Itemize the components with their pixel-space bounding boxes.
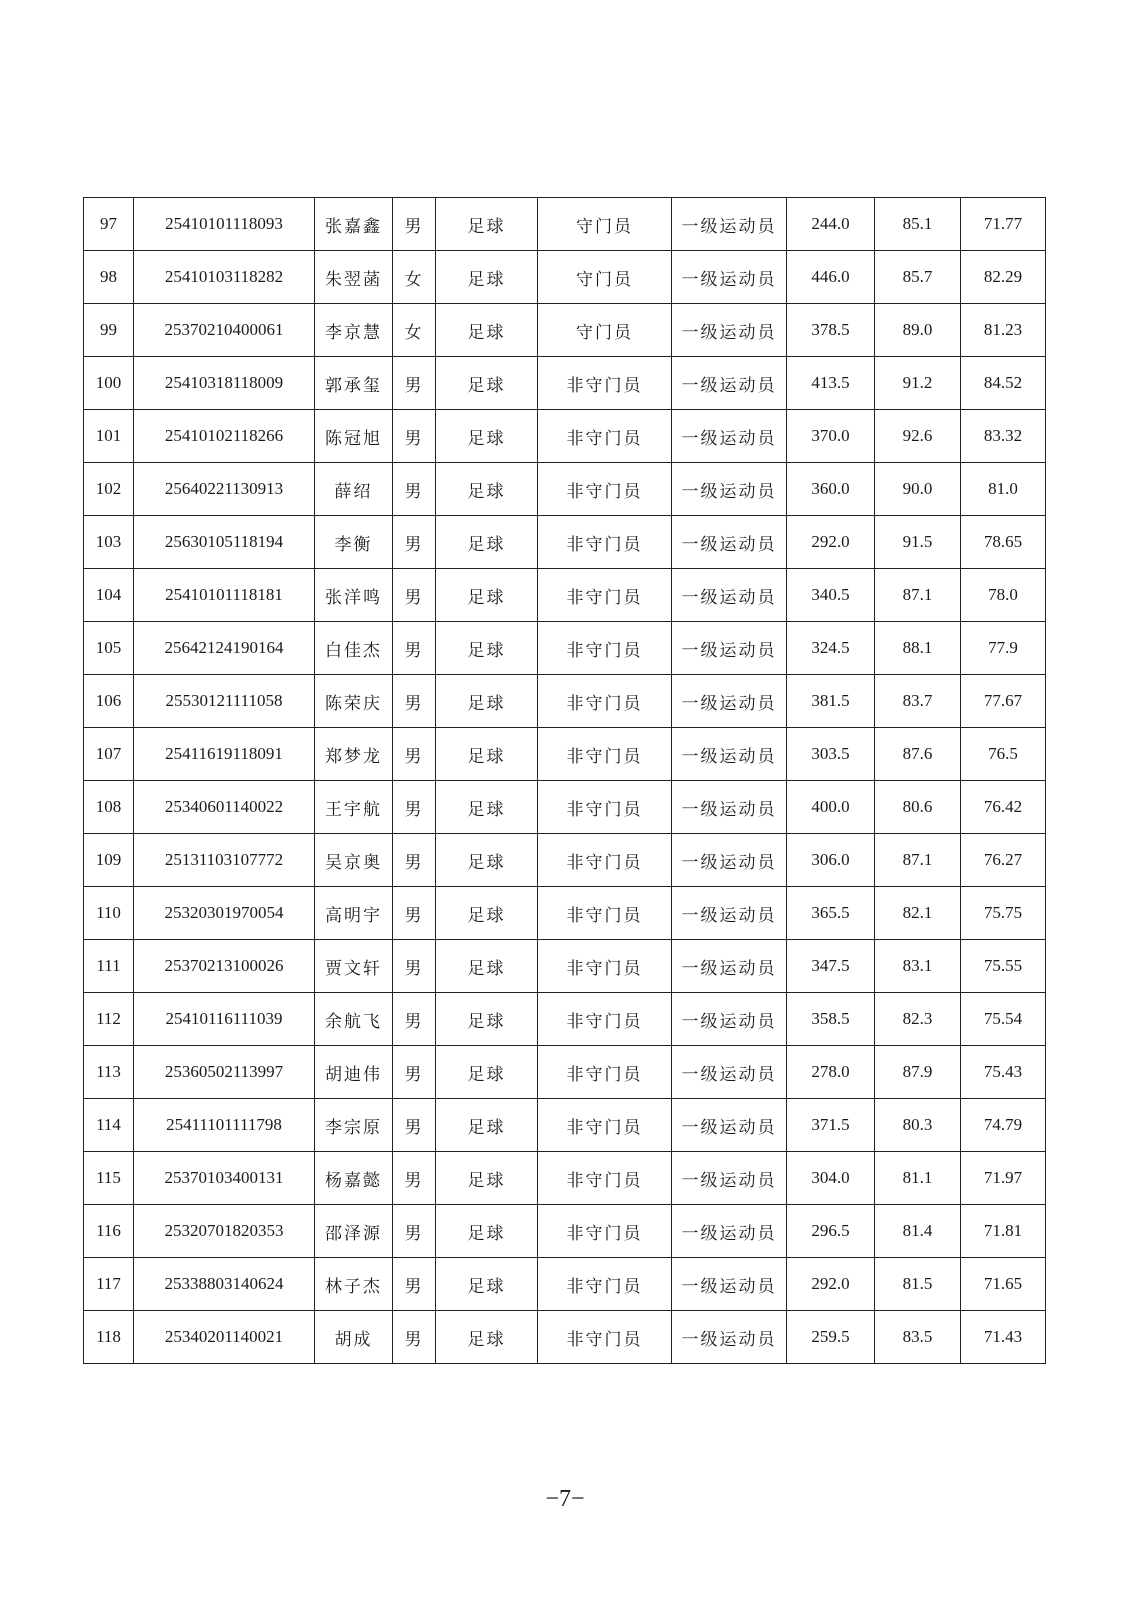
position-cell: 非守门员 (538, 1311, 672, 1364)
table-row (84, 357, 1046, 410)
score-a-cell: 446.0 (787, 251, 875, 304)
score-b-cell: 87.1 (875, 569, 961, 622)
athlete-level-cell: 一级运动员 (672, 675, 787, 728)
seq-number-cell: 100 (84, 357, 134, 410)
score-a-cell: 347.5 (787, 940, 875, 993)
seq-number-cell: 114 (84, 1099, 134, 1152)
table-row (84, 1099, 1046, 1152)
name-cell: 陈冠旭 (315, 410, 393, 463)
athlete-level-cell: 一级运动员 (672, 251, 787, 304)
score-b-cell: 81.1 (875, 1152, 961, 1205)
table-row (84, 1258, 1046, 1311)
exam-id-cell: 25640221130913 (134, 463, 315, 516)
exam-id-cell: 25340201140021 (134, 1311, 315, 1364)
table-row (84, 1205, 1046, 1258)
athlete-level-cell: 一级运动员 (672, 1046, 787, 1099)
sport-cell: 足球 (436, 357, 538, 410)
score-a-cell: 365.5 (787, 887, 875, 940)
gender-cell: 男 (393, 569, 436, 622)
score-b-cell: 80.6 (875, 781, 961, 834)
sport-cell: 足球 (436, 516, 538, 569)
sport-cell: 足球 (436, 887, 538, 940)
sport-cell: 足球 (436, 1205, 538, 1258)
total-score-cell: 71.81 (961, 1205, 1046, 1258)
table-row (84, 887, 1046, 940)
sport-cell: 足球 (436, 940, 538, 993)
table-row (84, 516, 1046, 569)
score-a-cell: 381.5 (787, 675, 875, 728)
table-row (84, 781, 1046, 834)
score-b-cell: 91.5 (875, 516, 961, 569)
gender-cell: 男 (393, 1046, 436, 1099)
seq-number-cell: 111 (84, 940, 134, 993)
score-b-cell: 88.1 (875, 622, 961, 675)
name-cell: 王宇航 (315, 781, 393, 834)
athlete-score-table (83, 197, 1046, 1364)
table-row (84, 622, 1046, 675)
exam-id-cell: 25370210400061 (134, 304, 315, 357)
gender-cell: 男 (393, 1205, 436, 1258)
athlete-level-cell: 一级运动员 (672, 1099, 787, 1152)
score-b-cell: 87.9 (875, 1046, 961, 1099)
table-row (84, 198, 1046, 251)
exam-id-cell: 25410318118009 (134, 357, 315, 410)
sport-cell: 足球 (436, 463, 538, 516)
seq-number-cell: 103 (84, 516, 134, 569)
score-b-cell: 92.6 (875, 410, 961, 463)
score-a-cell: 413.5 (787, 357, 875, 410)
exam-id-cell: 25530121111058 (134, 675, 315, 728)
score-b-cell: 81.5 (875, 1258, 961, 1311)
exam-id-cell: 25410103118282 (134, 251, 315, 304)
gender-cell: 男 (393, 198, 436, 251)
seq-number-cell: 97 (84, 198, 134, 251)
position-cell: 非守门员 (538, 463, 672, 516)
exam-id-cell: 25338803140624 (134, 1258, 315, 1311)
score-b-cell: 90.0 (875, 463, 961, 516)
table-row (84, 834, 1046, 887)
name-cell: 胡迪伟 (315, 1046, 393, 1099)
athlete-level-cell: 一级运动员 (672, 940, 787, 993)
table-body (84, 198, 1046, 1364)
seq-number-cell: 99 (84, 304, 134, 357)
sport-cell: 足球 (436, 1099, 538, 1152)
sport-cell: 足球 (436, 781, 538, 834)
gender-cell: 男 (393, 410, 436, 463)
name-cell: 余航飞 (315, 993, 393, 1046)
sport-cell: 足球 (436, 410, 538, 463)
name-cell: 林子杰 (315, 1258, 393, 1311)
total-score-cell: 84.52 (961, 357, 1046, 410)
table-row (84, 1152, 1046, 1205)
table-row (84, 1046, 1046, 1099)
table-row (84, 940, 1046, 993)
gender-cell: 男 (393, 516, 436, 569)
position-cell: 非守门员 (538, 1046, 672, 1099)
position-cell: 非守门员 (538, 781, 672, 834)
seq-number-cell: 107 (84, 728, 134, 781)
sport-cell: 足球 (436, 622, 538, 675)
gender-cell: 男 (393, 622, 436, 675)
athlete-level-cell: 一级运动员 (672, 781, 787, 834)
total-score-cell: 76.27 (961, 834, 1046, 887)
total-score-cell: 75.75 (961, 887, 1046, 940)
score-a-cell: 278.0 (787, 1046, 875, 1099)
sport-cell: 足球 (436, 993, 538, 1046)
total-score-cell: 71.43 (961, 1311, 1046, 1364)
position-cell: 非守门员 (538, 410, 672, 463)
score-a-cell: 378.5 (787, 304, 875, 357)
table-row (84, 251, 1046, 304)
name-cell: 李京慧 (315, 304, 393, 357)
athlete-level-cell: 一级运动员 (672, 304, 787, 357)
position-cell: 非守门员 (538, 1258, 672, 1311)
seq-number-cell: 113 (84, 1046, 134, 1099)
table-row (84, 728, 1046, 781)
score-b-cell: 87.1 (875, 834, 961, 887)
sport-cell: 足球 (436, 251, 538, 304)
score-b-cell: 91.2 (875, 357, 961, 410)
score-b-cell: 80.3 (875, 1099, 961, 1152)
seq-number-cell: 101 (84, 410, 134, 463)
score-b-cell: 85.1 (875, 198, 961, 251)
gender-cell: 男 (393, 993, 436, 1046)
table-row (84, 675, 1046, 728)
total-score-cell: 81.23 (961, 304, 1046, 357)
sport-cell: 足球 (436, 304, 538, 357)
seq-number-cell: 116 (84, 1205, 134, 1258)
sport-cell: 足球 (436, 728, 538, 781)
sport-cell: 足球 (436, 198, 538, 251)
score-b-cell: 82.3 (875, 993, 961, 1046)
seq-number-cell: 118 (84, 1311, 134, 1364)
position-cell: 非守门员 (538, 516, 672, 569)
score-a-cell: 370.0 (787, 410, 875, 463)
sport-cell: 足球 (436, 569, 538, 622)
score-a-cell: 296.5 (787, 1205, 875, 1258)
seq-number-cell: 102 (84, 463, 134, 516)
position-cell: 非守门员 (538, 887, 672, 940)
name-cell: 吴京奥 (315, 834, 393, 887)
total-score-cell: 75.54 (961, 993, 1046, 1046)
total-score-cell: 71.97 (961, 1152, 1046, 1205)
seq-number-cell: 106 (84, 675, 134, 728)
name-cell: 张嘉鑫 (315, 198, 393, 251)
position-cell: 非守门员 (538, 675, 672, 728)
seq-number-cell: 108 (84, 781, 134, 834)
exam-id-cell: 25410102118266 (134, 410, 315, 463)
position-cell: 非守门员 (538, 940, 672, 993)
total-score-cell: 78.0 (961, 569, 1046, 622)
gender-cell: 男 (393, 463, 436, 516)
name-cell: 李宗原 (315, 1099, 393, 1152)
gender-cell: 男 (393, 357, 436, 410)
name-cell: 贾文轩 (315, 940, 393, 993)
score-b-cell: 89.0 (875, 304, 961, 357)
total-score-cell: 78.65 (961, 516, 1046, 569)
score-b-cell: 81.4 (875, 1205, 961, 1258)
sport-cell: 足球 (436, 1152, 538, 1205)
sport-cell: 足球 (436, 675, 538, 728)
score-b-cell: 82.1 (875, 887, 961, 940)
score-a-cell: 292.0 (787, 1258, 875, 1311)
exam-id-cell: 25411619118091 (134, 728, 315, 781)
athlete-level-cell: 一级运动员 (672, 410, 787, 463)
table-row (84, 1311, 1046, 1364)
position-cell: 非守门员 (538, 569, 672, 622)
position-cell: 非守门员 (538, 357, 672, 410)
score-b-cell: 83.5 (875, 1311, 961, 1364)
athlete-level-cell: 一级运动员 (672, 1152, 787, 1205)
gender-cell: 男 (393, 887, 436, 940)
seq-number-cell: 105 (84, 622, 134, 675)
score-a-cell: 358.5 (787, 993, 875, 1046)
total-score-cell: 81.0 (961, 463, 1046, 516)
gender-cell: 女 (393, 251, 436, 304)
exam-id-cell: 25370213100026 (134, 940, 315, 993)
score-a-cell: 259.5 (787, 1311, 875, 1364)
score-b-cell: 83.1 (875, 940, 961, 993)
total-score-cell: 71.77 (961, 198, 1046, 251)
exam-id-cell: 25320701820353 (134, 1205, 315, 1258)
gender-cell: 男 (393, 940, 436, 993)
name-cell: 高明宇 (315, 887, 393, 940)
score-a-cell: 304.0 (787, 1152, 875, 1205)
total-score-cell: 75.43 (961, 1046, 1046, 1099)
name-cell: 张洋鸣 (315, 569, 393, 622)
seq-number-cell: 104 (84, 569, 134, 622)
name-cell: 杨嘉懿 (315, 1152, 393, 1205)
gender-cell: 男 (393, 1099, 436, 1152)
table-row (84, 993, 1046, 1046)
sport-cell: 足球 (436, 1046, 538, 1099)
exam-id-cell: 25642124190164 (134, 622, 315, 675)
gender-cell: 男 (393, 728, 436, 781)
score-b-cell: 83.7 (875, 675, 961, 728)
exam-id-cell: 25340601140022 (134, 781, 315, 834)
exam-id-cell: 25410101118181 (134, 569, 315, 622)
position-cell: 非守门员 (538, 1205, 672, 1258)
total-score-cell: 76.5 (961, 728, 1046, 781)
athlete-level-cell: 一级运动员 (672, 198, 787, 251)
total-score-cell: 75.55 (961, 940, 1046, 993)
position-cell: 非守门员 (538, 1152, 672, 1205)
athlete-level-cell: 一级运动员 (672, 1205, 787, 1258)
table-row (84, 463, 1046, 516)
exam-id-cell: 25320301970054 (134, 887, 315, 940)
sport-cell: 足球 (436, 834, 538, 887)
exam-id-cell: 25411101111798 (134, 1099, 315, 1152)
name-cell: 薛绍 (315, 463, 393, 516)
exam-id-cell: 25410116111039 (134, 993, 315, 1046)
total-score-cell: 76.42 (961, 781, 1046, 834)
athlete-level-cell: 一级运动员 (672, 1311, 787, 1364)
name-cell: 陈荣庆 (315, 675, 393, 728)
page-number: −7− (545, 1486, 585, 1512)
sport-cell: 足球 (436, 1258, 538, 1311)
sport-cell: 足球 (436, 1311, 538, 1364)
name-cell: 朱翌菡 (315, 251, 393, 304)
total-score-cell: 77.9 (961, 622, 1046, 675)
gender-cell: 男 (393, 834, 436, 887)
athlete-level-cell: 一级运动员 (672, 357, 787, 410)
table-row (84, 410, 1046, 463)
score-b-cell: 87.6 (875, 728, 961, 781)
total-score-cell: 74.79 (961, 1099, 1046, 1152)
position-cell: 非守门员 (538, 834, 672, 887)
score-a-cell: 244.0 (787, 198, 875, 251)
athlete-level-cell: 一级运动员 (672, 463, 787, 516)
exam-id-cell: 25360502113997 (134, 1046, 315, 1099)
athlete-level-cell: 一级运动员 (672, 1258, 787, 1311)
table-row (84, 304, 1046, 357)
score-a-cell: 306.0 (787, 834, 875, 887)
score-b-cell: 85.7 (875, 251, 961, 304)
position-cell: 守门员 (538, 304, 672, 357)
gender-cell: 男 (393, 781, 436, 834)
position-cell: 守门员 (538, 251, 672, 304)
score-a-cell: 324.5 (787, 622, 875, 675)
position-cell: 非守门员 (538, 728, 672, 781)
athlete-level-cell: 一级运动员 (672, 887, 787, 940)
score-a-cell: 292.0 (787, 516, 875, 569)
total-score-cell: 82.29 (961, 251, 1046, 304)
gender-cell: 男 (393, 1152, 436, 1205)
athlete-level-cell: 一级运动员 (672, 993, 787, 1046)
seq-number-cell: 115 (84, 1152, 134, 1205)
position-cell: 守门员 (538, 198, 672, 251)
name-cell: 郑梦龙 (315, 728, 393, 781)
exam-id-cell: 25370103400131 (134, 1152, 315, 1205)
seq-number-cell: 98 (84, 251, 134, 304)
seq-number-cell: 109 (84, 834, 134, 887)
score-a-cell: 340.5 (787, 569, 875, 622)
total-score-cell: 83.32 (961, 410, 1046, 463)
gender-cell: 男 (393, 1258, 436, 1311)
seq-number-cell: 112 (84, 993, 134, 1046)
athlete-level-cell: 一级运动员 (672, 834, 787, 887)
gender-cell: 男 (393, 1311, 436, 1364)
score-a-cell: 400.0 (787, 781, 875, 834)
athlete-level-cell: 一级运动员 (672, 569, 787, 622)
exam-id-cell: 25410101118093 (134, 198, 315, 251)
total-score-cell: 71.65 (961, 1258, 1046, 1311)
position-cell: 非守门员 (538, 622, 672, 675)
position-cell: 非守门员 (538, 1099, 672, 1152)
name-cell: 胡成 (315, 1311, 393, 1364)
exam-id-cell: 25630105118194 (134, 516, 315, 569)
score-a-cell: 303.5 (787, 728, 875, 781)
name-cell: 邵泽源 (315, 1205, 393, 1258)
seq-number-cell: 117 (84, 1258, 134, 1311)
name-cell: 李衡 (315, 516, 393, 569)
gender-cell: 男 (393, 675, 436, 728)
athlete-level-cell: 一级运动员 (672, 622, 787, 675)
athlete-level-cell: 一级运动员 (672, 728, 787, 781)
name-cell: 郭承玺 (315, 357, 393, 410)
score-a-cell: 360.0 (787, 463, 875, 516)
score-a-cell: 371.5 (787, 1099, 875, 1152)
athlete-level-cell: 一级运动员 (672, 516, 787, 569)
exam-id-cell: 25131103107772 (134, 834, 315, 887)
total-score-cell: 77.67 (961, 675, 1046, 728)
position-cell: 非守门员 (538, 993, 672, 1046)
gender-cell: 女 (393, 304, 436, 357)
table-row (84, 569, 1046, 622)
name-cell: 白佳杰 (315, 622, 393, 675)
seq-number-cell: 110 (84, 887, 134, 940)
